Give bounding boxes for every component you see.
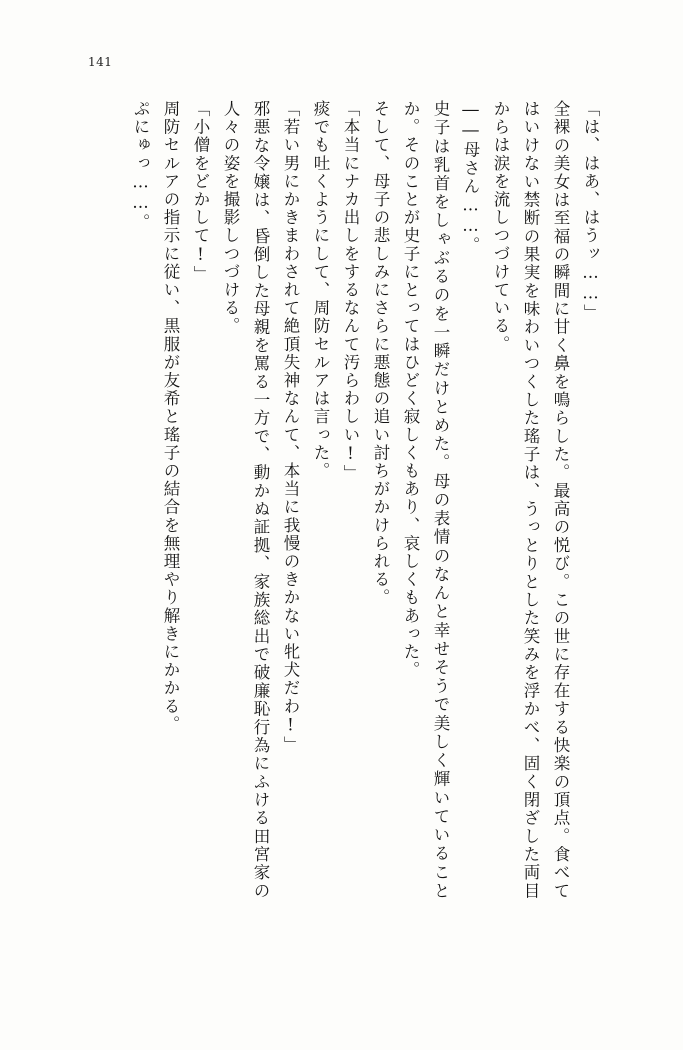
paragraph: ――母さん……。: [461, 100, 480, 255]
paragraph: 周防セルアの指示に従い、黒服が友希と瑤子の結合を無理やり解きにかかる。: [161, 100, 180, 734]
paragraph: 史子は乳首をしゃぶるのを一瞬だけとめた。母の表情のなんと幸せそうで美しく輝いていることか。そのことが史子にとってはひどく寂しくもあり、哀しくもあった。: [401, 100, 450, 900]
paragraph: ぷにゅっ……。: [131, 100, 150, 232]
paragraph: 痰でも吐くようにして、周防セルアは言った。: [311, 100, 330, 481]
paragraph: そして、母子の悲しみにさらに悪態の追い討ちがかけられる。: [371, 100, 390, 607]
paragraph: 邪悪な令嬢は、昏倒した母親を罵る一方で、動かぬ証拠、家族総出で破廉恥行為にふける田宮家の人々の姿を撮影しつづける。: [221, 100, 270, 900]
paragraph: 「本当にナカ出しをするなんて汚らわしい!」: [341, 100, 360, 483]
page-body-text: [85, 100, 605, 900]
paragraph: 「は、はあ、はうッ……」: [581, 100, 600, 323]
paragraph: 「小僧をどかして!」: [191, 100, 210, 284]
paragraph: 全裸の美女は至福の瞬間に甘く鼻を鳴らした。最高の悦び。この世に存在する快楽の頂点。食べてはいけない禁断の果実を味わいつくした瑤子は、うっとりとした笑みを浮かべ、固く閉ざした両目からは涙を流しつづけている。: [491, 100, 570, 900]
page-number: 141: [88, 55, 113, 69]
paragraph: 「若い男にかきまわされて絶頂失神なんて、本当に我慢のきかない牝犬だわ!」: [281, 100, 300, 755]
